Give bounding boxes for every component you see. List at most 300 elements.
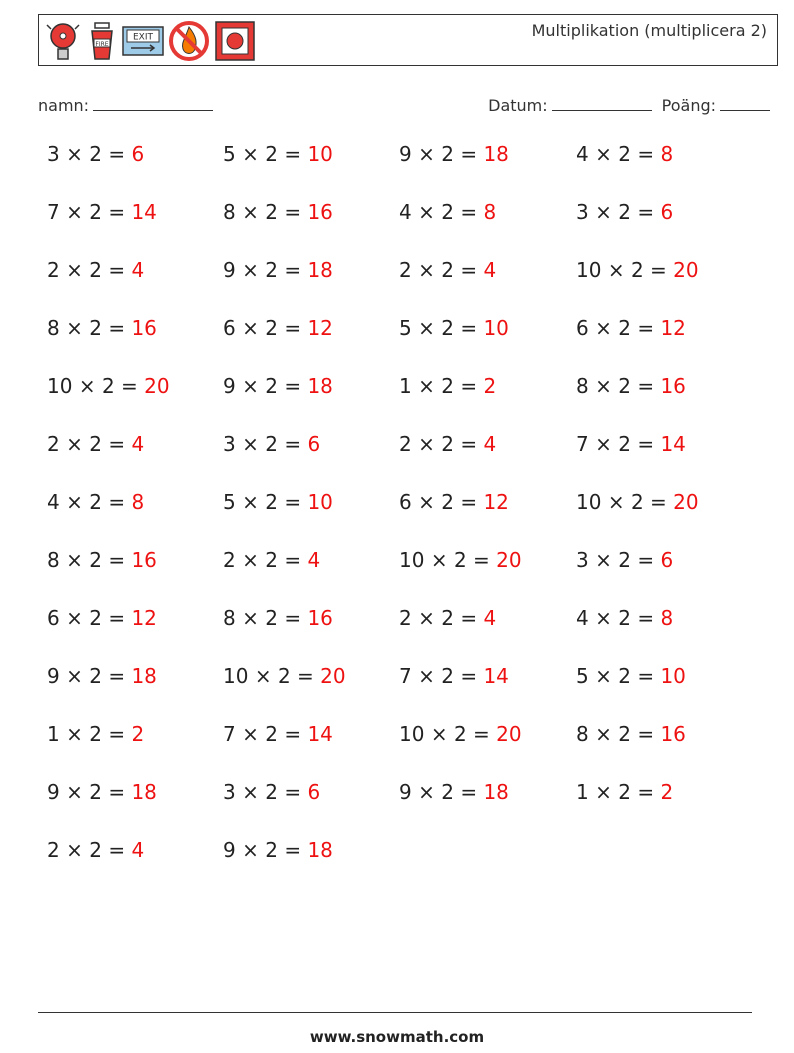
times-sign: × (66, 200, 83, 224)
factor-a: 9 (223, 258, 236, 282)
answer: 16 (131, 316, 157, 340)
equals-sign: = (460, 374, 478, 398)
equals-sign: = (473, 722, 490, 746)
equals-sign: = (284, 780, 302, 804)
factor-a: 9 (47, 664, 60, 688)
times-sign: × (595, 432, 612, 456)
times-sign: × (595, 200, 612, 224)
times-sign: × (595, 374, 612, 398)
times-sign: × (66, 142, 83, 166)
factor-a: 5 (399, 316, 412, 340)
answer: 16 (660, 374, 686, 398)
problem-item (576, 432, 686, 456)
factor-a: 1 (399, 374, 412, 398)
name-label: namn: (38, 96, 90, 115)
answer: 14 (483, 664, 509, 688)
answer: 8 (483, 200, 497, 224)
factor-b: 2 (265, 490, 278, 514)
factor-b: 2 (265, 606, 278, 630)
answer: 16 (660, 722, 686, 746)
factor-a: 9 (399, 780, 412, 804)
times-sign: × (66, 258, 83, 282)
times-sign: × (418, 316, 435, 340)
answer: 6 (131, 142, 145, 166)
problem-item (399, 722, 522, 746)
factor-b: 2 (630, 490, 644, 514)
info-row (38, 94, 770, 118)
factor-a: 5 (576, 664, 589, 688)
times-sign: × (418, 258, 435, 282)
factor-b: 2 (265, 200, 278, 224)
problem-item (576, 374, 686, 398)
equals-sign: = (284, 142, 302, 166)
factor-b: 2 (618, 722, 631, 746)
name-field[interactable] (38, 94, 213, 115)
factor-b: 2 (265, 432, 278, 456)
answer: 2 (660, 780, 674, 804)
factor-a: 6 (47, 606, 60, 630)
problem-item (223, 548, 320, 572)
problem-item (47, 316, 157, 340)
factor-b: 2 (618, 432, 631, 456)
answer: 4 (131, 258, 145, 282)
equals-sign: = (108, 548, 126, 572)
answer: 4 (131, 432, 145, 456)
factor-b: 2 (101, 374, 115, 398)
equals-sign: = (108, 316, 126, 340)
factor-b: 2 (630, 258, 644, 282)
equals-sign: = (284, 258, 302, 282)
factor-a: 3 (576, 548, 589, 572)
problem-item (47, 490, 144, 514)
equals-sign: = (650, 258, 667, 282)
times-sign: × (66, 722, 83, 746)
factor-a: 3 (47, 142, 60, 166)
problem-item (47, 722, 144, 746)
answer: 12 (131, 606, 157, 630)
factor-b: 2 (453, 548, 467, 572)
times-sign: × (418, 432, 435, 456)
answer: 20 (320, 664, 346, 688)
footer-divider (38, 1012, 752, 1013)
answer: 12 (307, 316, 333, 340)
equals-sign: = (121, 374, 138, 398)
equals-sign: = (460, 316, 478, 340)
score-label: Poäng: (661, 96, 716, 115)
problem-item (47, 432, 144, 456)
problem-item (576, 780, 673, 804)
factor-b: 2 (618, 606, 631, 630)
exit-label: EXIT (132, 32, 154, 43)
answer: 16 (307, 606, 333, 630)
problem-item (576, 548, 673, 572)
factor-a: 2 (47, 258, 60, 282)
factor-b: 2 (618, 142, 631, 166)
factor-a: 7 (223, 722, 236, 746)
answer: 6 (307, 432, 321, 456)
answer: 4 (483, 432, 497, 456)
factor-a: 10 (47, 374, 73, 398)
answer: 12 (660, 316, 686, 340)
answer: 18 (483, 142, 509, 166)
equals-sign: = (108, 606, 126, 630)
factor-a: 9 (223, 838, 236, 862)
factor-b: 2 (277, 664, 291, 688)
times-sign: × (242, 432, 259, 456)
answer: 14 (307, 722, 333, 746)
equals-sign: = (460, 200, 478, 224)
problem-item (576, 200, 673, 224)
factor-a: 3 (576, 200, 589, 224)
times-sign: × (418, 142, 435, 166)
problem-item (576, 142, 673, 166)
times-sign: × (595, 316, 612, 340)
factor-b: 2 (441, 780, 454, 804)
equals-sign: = (284, 200, 302, 224)
answer: 18 (131, 780, 157, 804)
equals-sign: = (637, 606, 655, 630)
times-sign: × (242, 606, 259, 630)
factor-a: 2 (399, 432, 412, 456)
factor-a: 7 (576, 432, 589, 456)
factor-a: 6 (223, 316, 236, 340)
equals-sign: = (473, 548, 490, 572)
answer: 10 (483, 316, 509, 340)
factor-a: 8 (223, 200, 236, 224)
equals-sign: = (108, 490, 126, 514)
problem-item (399, 664, 509, 688)
times-sign: × (254, 664, 272, 688)
equals-sign: = (284, 316, 302, 340)
factor-a: 1 (576, 780, 589, 804)
header-box (38, 14, 778, 66)
answer: 4 (131, 838, 145, 862)
answer: 20 (496, 722, 522, 746)
factor-a: 2 (47, 432, 60, 456)
times-sign: × (242, 258, 259, 282)
factor-a: 8 (576, 374, 589, 398)
problem-item (576, 258, 699, 282)
factor-b: 2 (441, 490, 454, 514)
times-sign: × (242, 490, 259, 514)
factor-a: 8 (223, 606, 236, 630)
times-sign: × (66, 548, 83, 572)
answer: 18 (131, 664, 157, 688)
factor-a: 10 (576, 258, 602, 282)
factor-b: 2 (618, 780, 631, 804)
answer: 8 (660, 606, 674, 630)
times-sign: × (595, 142, 612, 166)
answer: 12 (483, 490, 509, 514)
footer-url[interactable]: www.snowmath.com (309, 1028, 485, 1046)
times-sign: × (78, 374, 96, 398)
problem-item (223, 606, 333, 630)
factor-b: 2 (89, 606, 102, 630)
factor-b: 2 (618, 548, 631, 572)
date-score-fields (488, 94, 770, 115)
factor-b: 2 (265, 780, 278, 804)
factor-a: 2 (399, 258, 412, 282)
problem-item (223, 432, 320, 456)
equals-sign: = (284, 722, 302, 746)
times-sign: × (430, 548, 448, 572)
answer: 18 (307, 374, 333, 398)
times-sign: × (242, 200, 259, 224)
times-sign: × (66, 432, 83, 456)
factor-b: 2 (89, 316, 102, 340)
factor-b: 2 (265, 722, 278, 746)
answer: 6 (660, 548, 674, 572)
times-sign: × (595, 548, 612, 572)
factor-b: 2 (265, 142, 278, 166)
equals-sign: = (284, 838, 302, 862)
equals-sign: = (637, 200, 655, 224)
problem-item (399, 142, 509, 166)
factor-a: 8 (47, 548, 60, 572)
equals-sign: = (637, 316, 655, 340)
equals-sign: = (460, 258, 478, 282)
problem-item (223, 664, 346, 688)
bucket-label: FIRE (95, 41, 109, 48)
answer: 18 (307, 838, 333, 862)
equals-sign: = (108, 258, 126, 282)
problem-item (47, 200, 157, 224)
factor-b: 2 (618, 374, 631, 398)
equals-sign: = (460, 142, 478, 166)
equals-sign: = (108, 780, 126, 804)
times-sign: × (242, 316, 259, 340)
factor-a: 4 (47, 490, 60, 514)
problem-item (399, 374, 496, 398)
factor-a: 3 (223, 780, 236, 804)
times-sign: × (430, 722, 448, 746)
answer: 20 (673, 490, 699, 514)
times-sign: × (242, 548, 259, 572)
problem-item (47, 606, 157, 630)
factor-b: 2 (89, 722, 102, 746)
icon-strip (43, 19, 257, 63)
equals-sign: = (460, 664, 478, 688)
factor-a: 4 (399, 200, 412, 224)
factor-b: 2 (89, 548, 102, 572)
factor-b: 2 (265, 838, 278, 862)
answer: 8 (660, 142, 674, 166)
factor-b: 2 (618, 200, 631, 224)
problem-item (47, 374, 170, 398)
answer: 20 (673, 258, 699, 282)
factor-a: 10 (223, 664, 249, 688)
equals-sign: = (284, 432, 302, 456)
times-sign: × (242, 722, 259, 746)
problem-item (576, 316, 686, 340)
factor-a: 2 (47, 838, 60, 862)
equals-sign: = (637, 722, 655, 746)
equals-sign: = (650, 490, 667, 514)
answer: 18 (307, 258, 333, 282)
factor-b: 2 (265, 316, 278, 340)
factor-b: 2 (441, 664, 454, 688)
factor-a: 7 (399, 664, 412, 688)
problem-item (223, 316, 333, 340)
equals-sign: = (284, 548, 302, 572)
equals-sign: = (637, 548, 655, 572)
times-sign: × (595, 722, 612, 746)
factor-a: 10 (399, 722, 425, 746)
factor-a: 9 (223, 374, 236, 398)
problem-item (223, 838, 333, 862)
factor-a: 9 (47, 780, 60, 804)
times-sign: × (418, 780, 435, 804)
factor-b: 2 (265, 258, 278, 282)
no-fire-icon (167, 19, 211, 63)
date-label: Datum: (488, 96, 548, 115)
problem-item (399, 432, 496, 456)
worksheet-title: Multiplikation (multiplicera 2) (531, 21, 767, 40)
factor-b: 2 (441, 316, 454, 340)
times-sign: × (242, 374, 259, 398)
fire-alarm-bell-icon (43, 19, 83, 63)
factor-a: 8 (47, 316, 60, 340)
times-sign: × (607, 490, 625, 514)
factor-a: 6 (576, 316, 589, 340)
equals-sign: = (637, 374, 655, 398)
factor-b: 2 (265, 374, 278, 398)
times-sign: × (66, 316, 83, 340)
problem-item (223, 722, 333, 746)
factor-b: 2 (441, 374, 454, 398)
answer: 2 (483, 374, 497, 398)
answer: 16 (307, 200, 333, 224)
answer: 4 (483, 606, 497, 630)
factor-b: 2 (441, 432, 454, 456)
problem-item (399, 780, 509, 804)
factor-a: 10 (399, 548, 425, 572)
score-blank[interactable] (720, 94, 770, 111)
answer: 18 (483, 780, 509, 804)
equals-sign: = (284, 606, 302, 630)
factor-b: 2 (265, 548, 278, 572)
factor-b: 2 (89, 490, 102, 514)
times-sign: × (66, 838, 83, 862)
times-sign: × (242, 142, 259, 166)
factor-b: 2 (89, 838, 102, 862)
equals-sign: = (284, 490, 302, 514)
answer: 20 (144, 374, 170, 398)
equals-sign: = (108, 838, 126, 862)
equals-sign: = (108, 142, 126, 166)
problem-item (223, 258, 333, 282)
factor-a: 6 (399, 490, 412, 514)
factor-b: 2 (89, 432, 102, 456)
factor-b: 2 (89, 200, 102, 224)
times-sign: × (595, 606, 612, 630)
factor-b: 2 (618, 316, 631, 340)
problem-item (47, 664, 157, 688)
equals-sign: = (460, 780, 478, 804)
times-sign: × (595, 780, 612, 804)
problem-item (399, 200, 496, 224)
factor-b: 2 (441, 258, 454, 282)
times-sign: × (418, 664, 435, 688)
times-sign: × (66, 490, 83, 514)
times-sign: × (418, 606, 435, 630)
answer: 20 (496, 548, 522, 572)
problem-item (576, 490, 699, 514)
problem-item (223, 142, 333, 166)
answer: 6 (660, 200, 674, 224)
times-sign: × (418, 490, 435, 514)
factor-a: 2 (223, 548, 236, 572)
times-sign: × (66, 606, 83, 630)
equals-sign: = (284, 374, 302, 398)
date-blank[interactable] (552, 94, 652, 111)
answer: 6 (307, 780, 321, 804)
factor-a: 8 (576, 722, 589, 746)
problem-item (223, 780, 320, 804)
factor-a: 5 (223, 490, 236, 514)
factor-a: 9 (399, 142, 412, 166)
answer: 10 (307, 490, 333, 514)
factor-a: 3 (223, 432, 236, 456)
answer: 16 (131, 548, 157, 572)
answer: 4 (483, 258, 497, 282)
problem-item (223, 490, 333, 514)
answer: 8 (131, 490, 145, 514)
answer: 4 (307, 548, 321, 572)
times-sign: × (242, 838, 259, 862)
equals-sign: = (297, 664, 314, 688)
equals-sign: = (108, 432, 126, 456)
equals-sign: = (637, 142, 655, 166)
times-sign: × (242, 780, 259, 804)
exit-sign-icon (121, 19, 165, 63)
problem-item (47, 258, 144, 282)
answer: 10 (307, 142, 333, 166)
equals-sign: = (460, 490, 478, 514)
problem-item (223, 374, 333, 398)
factor-a: 5 (223, 142, 236, 166)
factor-a: 10 (576, 490, 602, 514)
factor-b: 2 (441, 200, 454, 224)
alarm-button-icon (213, 19, 257, 63)
factor-b: 2 (89, 664, 102, 688)
name-blank[interactable] (93, 94, 213, 111)
factor-a: 7 (47, 200, 60, 224)
times-sign: × (607, 258, 625, 282)
factor-b: 2 (453, 722, 467, 746)
problem-item (47, 548, 157, 572)
factor-b: 2 (89, 780, 102, 804)
equals-sign: = (108, 664, 126, 688)
problem-item (399, 606, 496, 630)
problem-item (576, 606, 673, 630)
answer: 14 (131, 200, 157, 224)
factor-a: 1 (47, 722, 60, 746)
times-sign: × (418, 374, 435, 398)
equals-sign: = (637, 664, 655, 688)
equals-sign: = (637, 780, 655, 804)
factor-a: 4 (576, 142, 589, 166)
problem-item (399, 548, 522, 572)
problem-item (399, 490, 509, 514)
factor-b: 2 (618, 664, 631, 688)
answer: 14 (660, 432, 686, 456)
factor-b: 2 (89, 258, 102, 282)
factor-b: 2 (89, 142, 102, 166)
times-sign: × (66, 780, 83, 804)
factor-b: 2 (441, 142, 454, 166)
equals-sign: = (108, 722, 126, 746)
